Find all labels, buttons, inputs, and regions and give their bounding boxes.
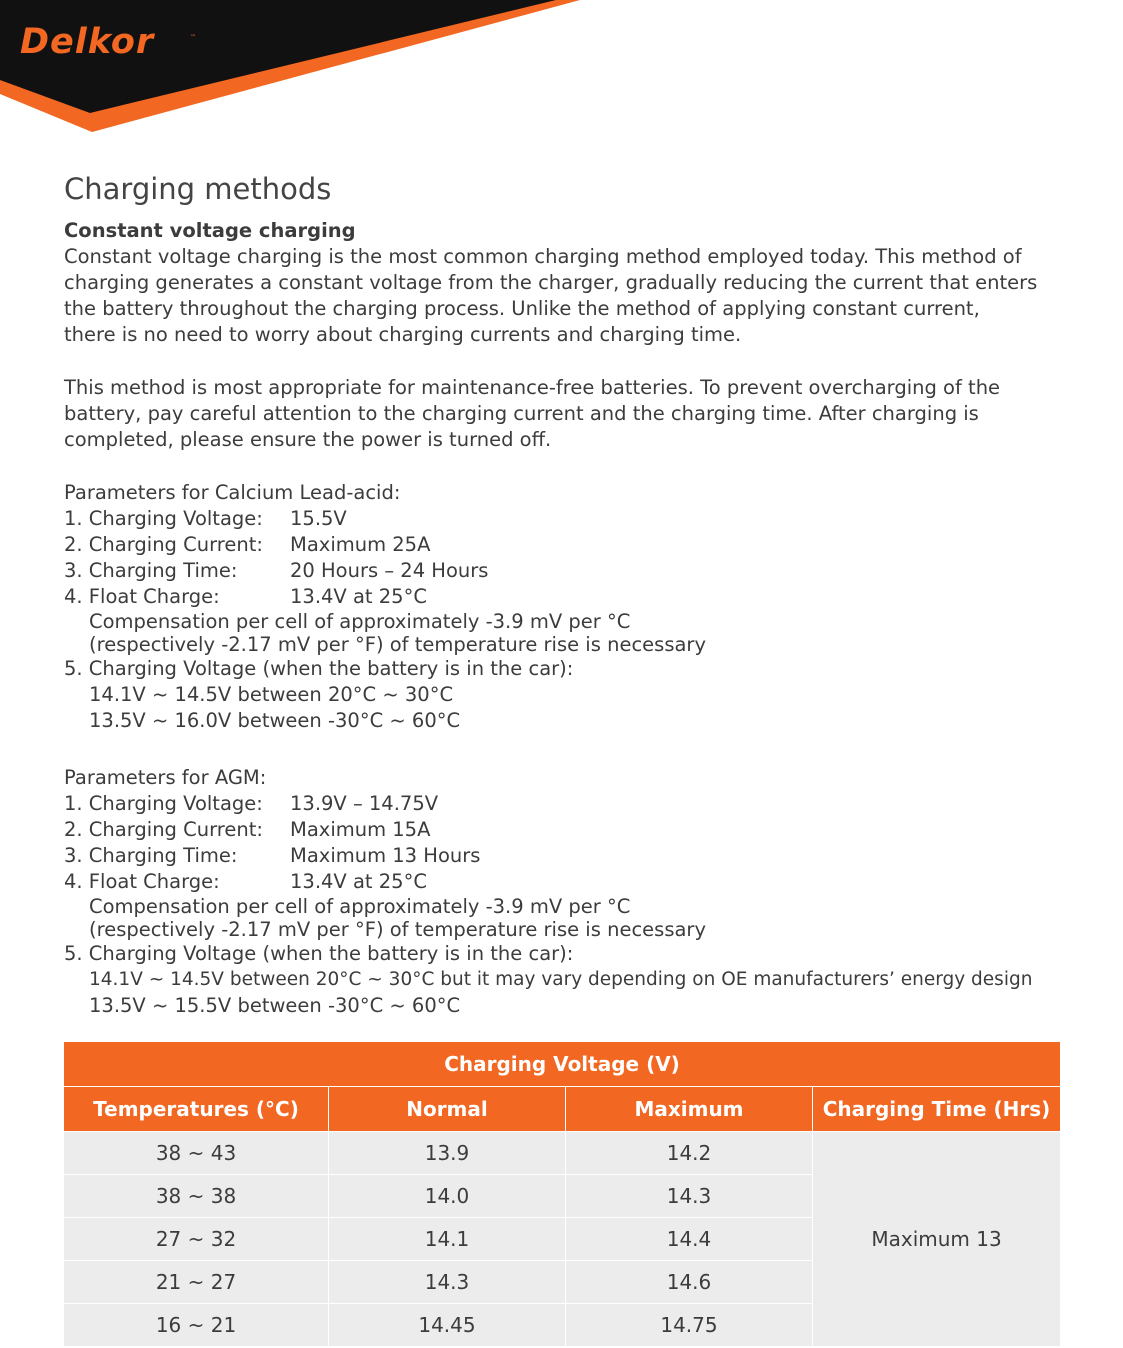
param-value: 20 Hours – 24 Hours <box>290 559 489 582</box>
maximum-voltage-cell: 14.2 <box>566 1132 813 1175</box>
compensation-line: Compensation per cell of approximately -3.9 mV per °C <box>89 610 631 633</box>
compensation-line: (respectively -2.17 mV per °F) of temperature rise is necessary <box>89 633 706 656</box>
voltage-range: 13.5V ~ 16.0V between -30°C ~ 60°C <box>89 709 461 732</box>
param-label: 3. Charging Time: <box>64 559 238 582</box>
param-row <box>64 817 1032 843</box>
voltage-range: 13.5V ~ 15.5V between -30°C ~ 60°C <box>89 994 461 1017</box>
paragraph-line: completed, please ensure the power is turned off. <box>64 428 552 451</box>
paragraph-line: the battery throughout the charging process. Unlike the method of applying constant current, <box>64 297 980 320</box>
normal-voltage-cell: 14.3 <box>329 1261 566 1304</box>
maximum-voltage-cell: 14.3 <box>566 1175 813 1218</box>
param-row <box>64 843 1032 869</box>
param-label: 2. Charging Current: <box>64 818 263 841</box>
maximum-voltage-cell: 14.6 <box>566 1261 813 1304</box>
compensation-line: (respectively -2.17 mV per °F) of temperature rise is necessary <box>89 918 706 941</box>
paragraph-line: Constant voltage charging is the most common charging method employed today. This method of <box>64 245 1022 268</box>
paragraph-line: charging generates a constant voltage from the charger, gradually reducing the current that enters <box>64 271 1038 294</box>
temperature-cell: 27 ~ 32 <box>64 1218 329 1261</box>
calcium-parameters <box>64 480 706 734</box>
param-item5: 5. Charging Voltage (when the battery is in the car): <box>64 942 574 965</box>
trademark-mark: ™ <box>190 34 196 41</box>
param-row <box>64 506 706 532</box>
agm-heading: Parameters for AGM: <box>64 766 267 789</box>
temperature-cell: 38 ~ 43 <box>64 1132 329 1175</box>
param-value: 13.9V – 14.75V <box>290 792 439 815</box>
paragraph-maintenance <box>64 375 1000 453</box>
table-group-header: Charging Voltage (V) <box>64 1042 1061 1087</box>
param-row <box>64 584 706 610</box>
charging-time-cell: Maximum 13 <box>813 1132 1061 1347</box>
voltage-range: 14.1V ~ 14.5V between 20°C ~ 30°C but it may vary depending on OE manufacturers’ energy design <box>89 969 1033 990</box>
table-header-row <box>64 1087 1061 1132</box>
table-group-header-row <box>64 1042 1061 1087</box>
paragraph-line: battery, pay careful attention to the charging current and the charging time. After charging is <box>64 402 979 425</box>
param-label: 1. Charging Voltage: <box>64 507 263 530</box>
param-row <box>64 791 1032 817</box>
paragraph-intro <box>64 244 1037 348</box>
charging-voltage-table <box>63 1041 1061 1347</box>
paragraph-line: there is no need to worry about charging currents and charging time. <box>64 323 742 346</box>
delkor-logo: Delkor <box>20 22 155 62</box>
normal-voltage-cell: 14.45 <box>329 1304 566 1347</box>
agm-parameters <box>64 765 1032 1019</box>
param-value: Maximum 13 Hours <box>290 844 481 867</box>
normal-voltage-cell: 14.0 <box>329 1175 566 1218</box>
param-row <box>64 532 706 558</box>
table-row <box>64 1132 1061 1175</box>
column-header-maximum: Maximum <box>566 1087 813 1132</box>
param-item5: 5. Charging Voltage (when the battery is in the car): <box>64 657 574 680</box>
param-label: 4. Float Charge: <box>64 585 220 608</box>
param-row <box>64 558 706 584</box>
normal-voltage-cell: 14.1 <box>329 1218 566 1261</box>
temperature-cell: 38 ~ 38 <box>64 1175 329 1218</box>
maximum-voltage-cell: 14.75 <box>566 1304 813 1347</box>
param-value: 13.4V at 25°C <box>290 585 427 608</box>
voltage-range: 14.1V ~ 14.5V between 20°C ~ 30°C <box>89 683 454 706</box>
section-heading: Constant voltage charging <box>64 219 356 242</box>
param-value: Maximum 25A <box>290 533 431 556</box>
param-label: 1. Charging Voltage: <box>64 792 263 815</box>
normal-voltage-cell: 13.9 <box>329 1132 566 1175</box>
calcium-heading: Parameters for Calcium Lead-acid: <box>64 481 401 504</box>
param-row <box>64 869 1032 895</box>
param-label: 2. Charging Current: <box>64 533 263 556</box>
column-header-charging-time: Charging Time (Hrs) <box>813 1087 1061 1132</box>
column-header-temperatures: Temperatures (°C) <box>64 1087 329 1132</box>
param-value: Maximum 15A <box>290 818 431 841</box>
paragraph-line: This method is most appropriate for maintenance-free batteries. To prevent overcharging of the <box>64 376 1001 399</box>
header-banner <box>0 0 600 140</box>
param-value: 15.5V <box>290 507 347 530</box>
param-value: 13.4V at 25°C <box>290 870 427 893</box>
param-label: 4. Float Charge: <box>64 870 220 893</box>
column-header-normal: Normal <box>329 1087 566 1132</box>
temperature-cell: 21 ~ 27 <box>64 1261 329 1304</box>
compensation-line: Compensation per cell of approximately -3.9 mV per °C <box>89 895 631 918</box>
page-title: Charging methods <box>64 172 332 206</box>
maximum-voltage-cell: 14.4 <box>566 1218 813 1261</box>
param-label: 3. Charging Time: <box>64 844 238 867</box>
temperature-cell: 16 ~ 21 <box>64 1304 329 1347</box>
